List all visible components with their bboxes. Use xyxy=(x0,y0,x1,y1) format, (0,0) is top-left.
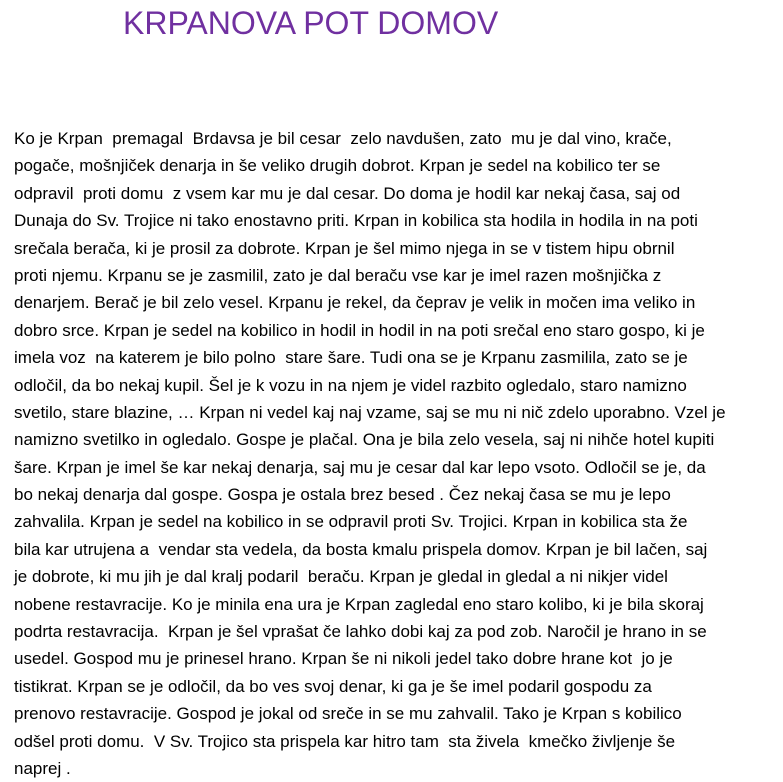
paragraph-line: bila kar utrujena a vendar sta vedela, da bosta kmalu prispela domov. Krpan je bil lačen, saj xyxy=(14,539,708,559)
paragraph-line: odšel proti domu. V Sv. Trojico sta prispela kar hitro tam sta živela kmečko življenje še xyxy=(14,731,676,751)
paragraph-line: svetilo, stare blazine, … Krpan ni vedel kaj naj vzame, saj se mu ni nič zdelo uporabno. Vzel je xyxy=(14,402,726,422)
paragraph-line: usedel. Gospod mu je prinesel hrano. Krpan še ni nikoli jedel tako dobre hrane kot jo je xyxy=(14,649,673,669)
paragraph-line: šare. Krpan je imel še kar nekaj denarja, saj mu je cesar dal kar lepo vsoto. Odločil se je, da xyxy=(14,457,706,477)
paragraph-line: denarjem. Berač je bil zelo vesel. Krpanu je rekel, da čeprav je velik in močen ima veliko in xyxy=(14,293,696,313)
paragraph-line: nobene restavracije. Ko je minila ena ura je Krpan zagledal eno staro kolibo, ki je bila skoraj xyxy=(14,594,704,614)
paragraph-line: tistikrat. Krpan se je odločil, da bo ves svoj denar, ki ga je še imel podaril gospodu za xyxy=(14,676,652,696)
paragraph-line: Ko je Krpan premagal Brdavsa je bil cesar zelo navdušen, zato mu je dal vino, krače, xyxy=(14,129,672,148)
document-title: KRPANOVA POT DOMOV xyxy=(123,5,499,41)
paragraph-line: imela voz na katerem je bilo polno stare šare. Tudi ona se je Krpanu zasmilila, zato se je xyxy=(14,348,688,368)
paragraph-line: pogače, mošnjiček denarja in še veliko drugih dobrot. Krpan je sedel na kobilico ter se xyxy=(14,156,661,176)
paragraph-line: zahvalila. Krpan je sedel na kobilico in se odpravil proti Sv. Trojici. Krpan in kobilica sta že xyxy=(14,512,688,532)
body-paragraph xyxy=(14,125,783,782)
paragraph-line: je dobrote, ki mu jih je dal kralj podaril beraču. Krpan je gledal in gledal a ni nikjer videl xyxy=(14,567,668,587)
paragraph-line: podrta restavracija. Krpan je šel vprašat če lahko dobi kaj za pod zob. Naročil je hrano in se xyxy=(14,622,707,642)
paragraph-line: Dunaja do Sv. Trojice ni tako enostavno priti. Krpan in kobilica sta hodila in hodila in na poti xyxy=(14,211,698,231)
paragraph-line: proti njemu. Krpanu se je zasmilil, zato je dal beraču vse kar je imel razen mošnjička z xyxy=(14,265,662,285)
paragraph-line: dobro srce. Krpan je sedel na kobilico in hodil in hodil in na poti srečal eno staro gospo, ki je xyxy=(14,320,705,340)
paragraph-line: odpravil proti domu z vsem kar mu je dal cesar. Do doma je hodil kar nekaj časa, saj od xyxy=(14,183,681,203)
paragraph-line: srečala berača, ki je prosil za dobrote. Krpan je šel mimo njega in se v tistem hipu obrnil xyxy=(14,238,675,258)
paragraph-line: namizno svetilko in ogledalo. Gospe je plačal. Ona je bila zelo vesela, saj ni nihče hotel kupiti xyxy=(14,430,715,450)
paragraph-line: prenovo restavracije. Gospod je jokal od sreče in se mu zahvalil. Tako je Krpan s kobilico xyxy=(14,704,682,724)
paragraph-line: odločil, da bo nekaj kupil. Šel je k vozu in na njem je videl razbito ogledalo, staro namizno xyxy=(14,375,687,395)
paragraph-line: bo nekaj denarja dal gospe. Gospa je ostala brez besed . Čez nekaj časa se mu je lepo xyxy=(14,485,671,505)
paragraph-line: naprej . xyxy=(14,758,71,778)
